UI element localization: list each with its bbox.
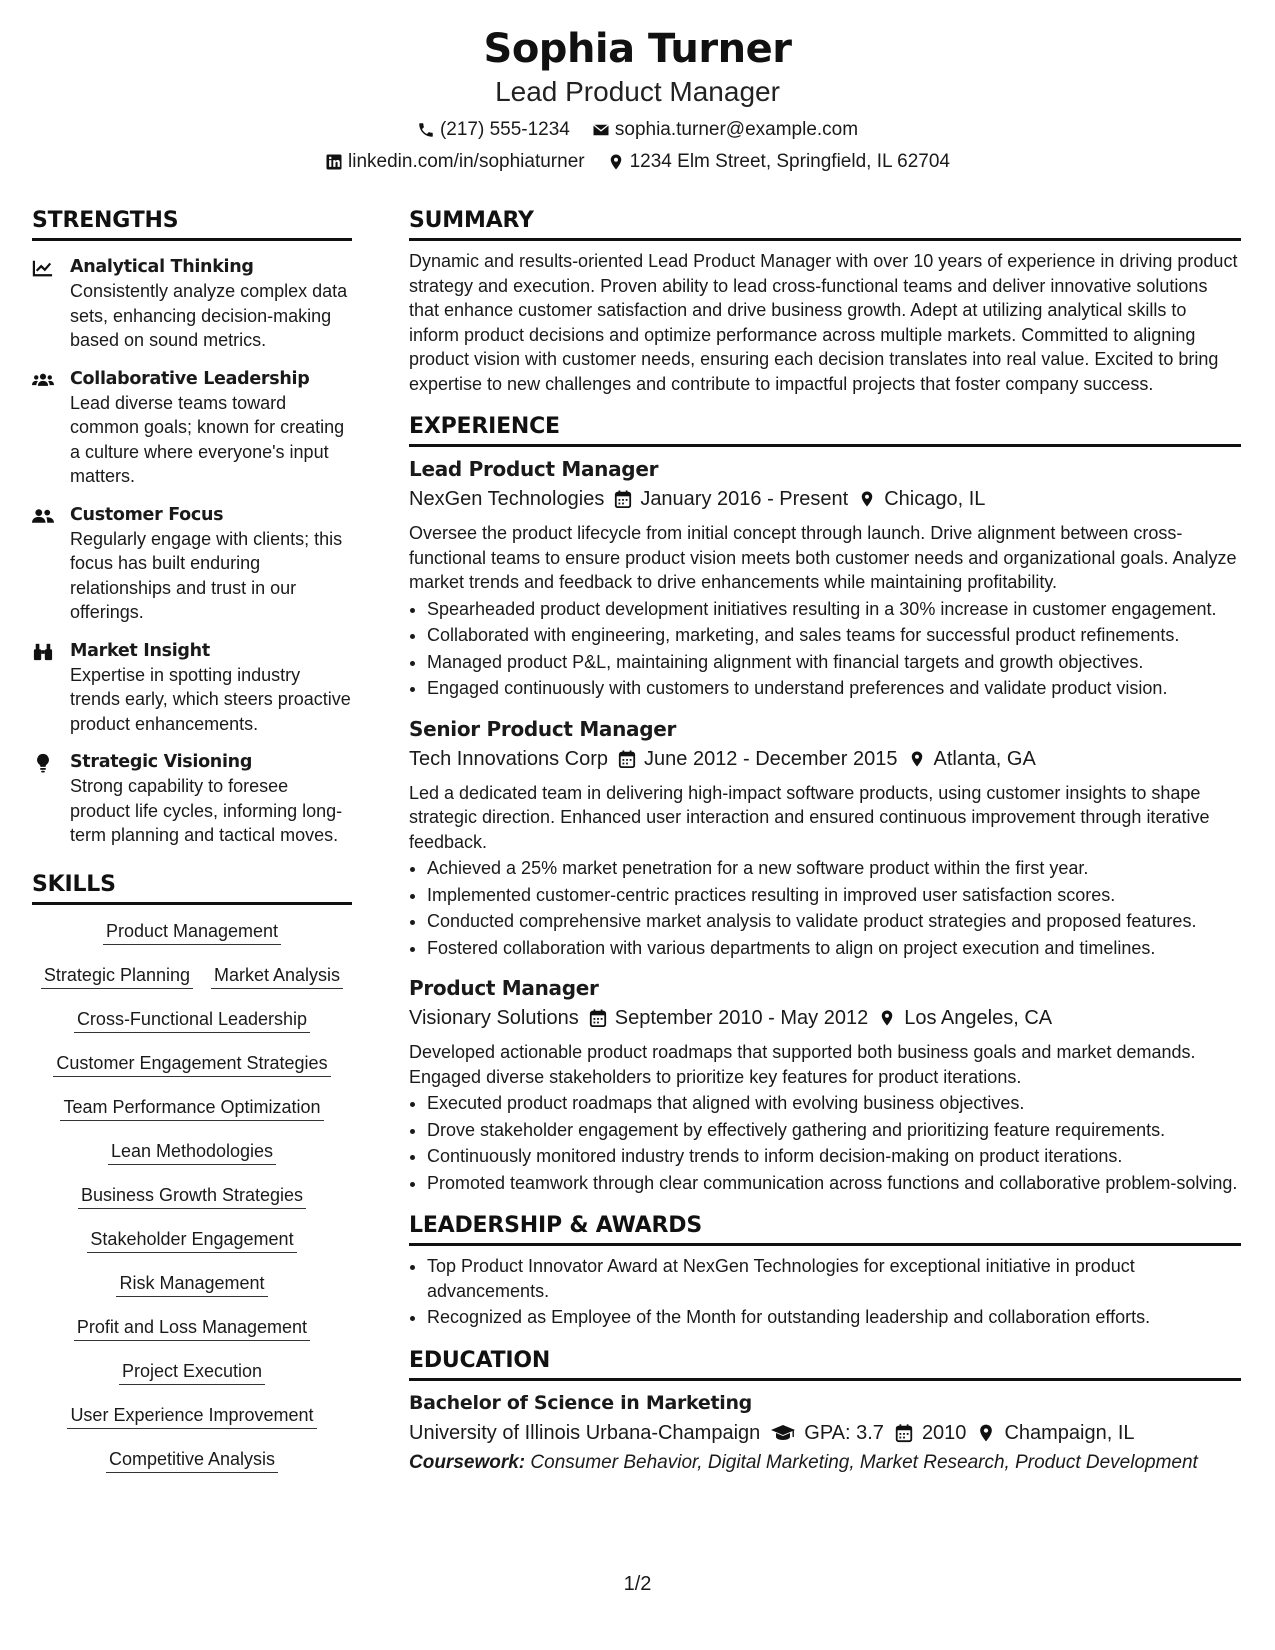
awards-list bbox=[409, 1254, 1241, 1330]
strength-name: Customer Focus bbox=[70, 504, 224, 525]
resume-header bbox=[0, 24, 1275, 174]
job-bullets bbox=[409, 1091, 1241, 1195]
skill-tag: Customer Engagement Strategies bbox=[53, 1051, 330, 1077]
job-bullet: • Executed product roadmaps that aligned with evolving business objectives. bbox=[427, 1091, 1241, 1116]
contact-line-1 bbox=[0, 118, 1275, 142]
coursework-text: Consumer Behavior, Digital Marketing, Market Research, Product Development bbox=[530, 1451, 1198, 1473]
job-company: NexGen Technologies bbox=[409, 488, 605, 510]
page-number: 1/2 bbox=[623, 1573, 652, 1595]
skill-tag: Strategic Planning bbox=[41, 963, 193, 989]
right-column bbox=[409, 206, 1241, 1477]
edu-gpa: GPA: 3.7 bbox=[804, 1421, 884, 1444]
job-bullet: • Promoted teamwork through clear communication across functions and collaborative problem-solving. bbox=[427, 1171, 1241, 1196]
strength-desc: Expertise in spotting industry trends early, which steers proactive product enhancements. bbox=[70, 664, 351, 734]
strength-name: Strategic Visioning bbox=[70, 752, 253, 772]
contact-phone bbox=[417, 118, 570, 142]
strength-name: Collaborative Leadership bbox=[70, 368, 310, 389]
strength-item bbox=[32, 750, 352, 848]
phone-icon bbox=[417, 121, 435, 139]
contact-address bbox=[607, 150, 950, 174]
candidate-name: Sophia Turner bbox=[483, 26, 792, 72]
education-heading: EDUCATION bbox=[409, 1346, 1241, 1381]
calendar-icon bbox=[894, 1423, 914, 1443]
email-text: sophia.turner@example.com bbox=[614, 119, 859, 140]
job-location: Atlanta, GA bbox=[933, 747, 1036, 770]
calendar-icon bbox=[618, 749, 636, 769]
job-title: Senior Product Manager bbox=[409, 716, 677, 741]
strength-desc: Lead diverse teams toward common goals; known for creating a culture where everyone's input matters. bbox=[70, 392, 345, 486]
candidate-title: Lead Product Manager bbox=[495, 76, 780, 107]
user-group-icon bbox=[32, 506, 54, 526]
skill-tag: Project Execution bbox=[119, 1359, 265, 1385]
calendar-icon bbox=[614, 489, 632, 509]
job-description: Developed actionable product roadmaps that supported both business goals and market demands. Engaged diverse stakeholders to prioritize key features for product iterations. bbox=[409, 1042, 1196, 1087]
job-bullet: • Achieved a 25% market penetration for a new software product within the first year. bbox=[427, 856, 1241, 881]
award-item: • Top Product Innovator Award at NexGen Technologies for exceptional initiative in product advancements. bbox=[427, 1254, 1241, 1303]
job-bullets bbox=[409, 856, 1241, 960]
skill-tag: Competitive Analysis bbox=[106, 1447, 278, 1473]
job-company: Visionary Solutions bbox=[409, 1007, 579, 1029]
job-title: Lead Product Manager bbox=[409, 457, 659, 481]
job-location: Los Angeles, CA bbox=[904, 1007, 1053, 1029]
strength-name: Analytical Thinking bbox=[70, 257, 254, 277]
job-bullet: • Drove stakeholder engagement by effectively gathering and prioritizing feature requirements. bbox=[427, 1118, 1241, 1143]
graduation-cap-icon bbox=[770, 1423, 796, 1443]
job-bullet: • Conducted comprehensive market analysis to validate product strategies and proposed features. bbox=[427, 909, 1241, 934]
binoculars-icon bbox=[32, 642, 54, 662]
skill-tag: Risk Management bbox=[116, 1271, 267, 1297]
users-icon bbox=[32, 370, 54, 390]
job-description: Led a dedicated team in delivering high-impact software products, using customer insights to shape strategic direction. Enhanced user interaction and ensured continuous improvement through iterative feedback. bbox=[409, 782, 1210, 852]
summary-heading: SUMMARY bbox=[409, 206, 1241, 241]
contact-linkedin[interactable] bbox=[325, 150, 585, 174]
linkedin-icon bbox=[325, 153, 343, 171]
job-description: Oversee the product lifecycle from initial concept through launch. Drive alignment between cross-functional teams to ensure product vision meets both customer needs and organizational goals. Analyze market trends and feedback to drive enhancements while maintaining profitability. bbox=[409, 523, 1237, 592]
job-bullet: • Collaborated with engineering, marketing, and sales teams for successful product refinements. bbox=[427, 623, 1241, 648]
contact-email[interactable] bbox=[592, 118, 858, 142]
summary-text: Dynamic and results-oriented Lead Product Manager with over 10 years of experience in driving product strategy and execution. Proven ability to lead cross-functional teams and deliver innovative solutions that enhance customer satisfaction and drive business growth. Adept at utilizing analytical skills to inform product decisions and optimize performance across multiple markets. Committed to aligning product vision with customer needs, ensuring each decision translates into real value. Excited to bring expertise to new challenges and contribute to impactful projects that foster company success. bbox=[409, 251, 1238, 394]
skill-tag: User Experience Improvement bbox=[67, 1403, 316, 1429]
location-pin-icon bbox=[607, 153, 625, 171]
strength-item bbox=[32, 367, 352, 489]
job-bullet: • Fostered collaboration with various departments to align on project execution and timelines. bbox=[427, 936, 1241, 961]
edu-location: Champaign, IL bbox=[1004, 1421, 1135, 1444]
lightbulb-icon bbox=[32, 753, 54, 773]
edu-coursework bbox=[409, 1449, 1241, 1477]
job-bullet: • Continuously monitored industry trends to inform decision-making on product iterations. bbox=[427, 1144, 1241, 1169]
location-pin-icon bbox=[976, 1423, 996, 1443]
envelope-icon bbox=[592, 121, 610, 139]
skill-tag: Team Performance Optimization bbox=[60, 1095, 323, 1121]
coursework-label: Coursework: bbox=[409, 1451, 526, 1473]
strength-item bbox=[32, 639, 352, 737]
job-bullet: • Spearheaded product development initiatives resulting in a 30% increase in customer engagement. bbox=[427, 597, 1241, 622]
address-text: 1234 Elm Street, Springfield, IL 62704 bbox=[629, 151, 950, 172]
edu-degree: Bachelor of Science in Marketing bbox=[409, 1391, 752, 1414]
strength-name: Market Insight bbox=[70, 640, 210, 661]
job-bullets bbox=[409, 597, 1241, 701]
location-pin-icon bbox=[908, 749, 926, 769]
skill-tag: Market Analysis bbox=[211, 963, 343, 989]
strength-item bbox=[32, 255, 352, 353]
skills-list bbox=[32, 919, 352, 1473]
calendar-icon bbox=[589, 1008, 607, 1028]
skills-heading: SKILLS bbox=[32, 870, 352, 905]
skill-tag: Lean Methodologies bbox=[108, 1139, 276, 1165]
linkedin-text: linkedin.com/in/sophiaturner bbox=[348, 151, 585, 172]
edu-year: 2010 bbox=[921, 1421, 967, 1444]
job-meta bbox=[409, 1004, 1241, 1032]
skill-tag: Cross-Functional Leadership bbox=[74, 1007, 310, 1033]
job-title: Product Manager bbox=[409, 976, 599, 1000]
job-entry bbox=[409, 455, 1241, 701]
strength-desc: Consistently analyze complex data sets, enhancing decision-making based on sound metrics. bbox=[70, 281, 348, 350]
job-meta bbox=[409, 745, 1241, 773]
skill-tag: Stakeholder Engagement bbox=[87, 1227, 296, 1253]
job-bullet: • Managed product P&L, maintaining alignment with financial targets and growth objectives. bbox=[427, 650, 1241, 675]
contact-line-2 bbox=[0, 150, 1275, 174]
edu-school: University of Illinois Urbana-Champaign bbox=[409, 1421, 761, 1444]
job-bullet: • Implemented customer-centric practices resulting in improved user satisfaction scores. bbox=[427, 883, 1241, 908]
location-pin-icon bbox=[878, 1008, 896, 1028]
strengths-heading: STRENGTHS bbox=[32, 206, 352, 241]
chart-line-icon bbox=[32, 258, 54, 278]
job-entry bbox=[409, 715, 1241, 961]
job-company: Tech Innovations Corp bbox=[409, 747, 609, 770]
experience-heading: EXPERIENCE bbox=[409, 412, 1241, 447]
award-item: • Recognized as Employee of the Month for outstanding leadership and collaboration efforts. bbox=[427, 1305, 1241, 1330]
job-dates: September 2010 - May 2012 bbox=[614, 1007, 869, 1029]
awards-heading: LEADERSHIP & AWARDS bbox=[409, 1211, 1241, 1246]
strength-desc: Regularly engage with clients; this focus has built enduring relationships and trust in our offerings. bbox=[70, 528, 343, 622]
job-entry bbox=[409, 974, 1241, 1195]
job-dates: January 2016 - Present bbox=[640, 488, 849, 510]
skill-tag: Profit and Loss Management bbox=[74, 1315, 310, 1341]
strength-desc: Strong capability to foresee product life cycles, informing long-term planning and tactical moves. bbox=[70, 776, 343, 845]
phone-text: (217) 555-1234 bbox=[439, 119, 570, 140]
location-pin-icon bbox=[858, 489, 876, 509]
job-dates: June 2012 - December 2015 bbox=[644, 747, 898, 770]
job-meta bbox=[409, 485, 1241, 513]
edu-meta bbox=[409, 1419, 1241, 1447]
job-bullet: • Engaged continuously with customers to understand preferences and validate product vision. bbox=[427, 676, 1241, 701]
skill-tag: Business Growth Strategies bbox=[78, 1183, 306, 1209]
job-location: Chicago, IL bbox=[884, 488, 986, 510]
left-column bbox=[32, 206, 352, 1491]
strength-item bbox=[32, 503, 352, 625]
skill-tag: Product Management bbox=[103, 919, 281, 945]
